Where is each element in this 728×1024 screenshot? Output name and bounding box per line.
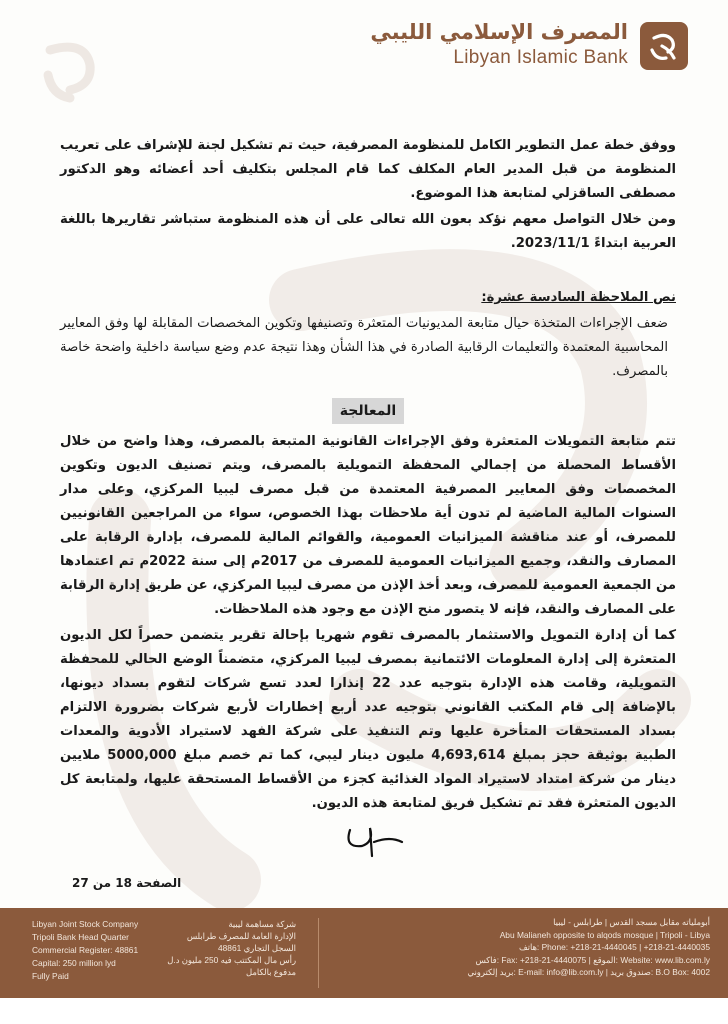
footer-company-ar: [166, 918, 296, 978]
bottom-margin: [0, 998, 728, 1024]
paragraph-finance-department: كما أن إدارة التمويل والاستثمار بالمصرف تقوم شهريا بإحالة تقرير يتضمن حصراً لكل الديون المتعثرة إلى إدارة المعلومات الائتمانية بمصرف ليبيا المركزي، متضمناً الوضع الحالي للمحفظة التمويلية، وقامت هذه الإدارة بتوجيه عدد 22 إنذارا لعدد تسع شركات لتقوم بسداد ديونها، بالإضافة إلى قام المكتب القانوني بتوجيه عدد أربع إخطارات لأربع شركات بضرورة الالتزام بسداد المستحقات المتأخرة عليها وتم التنفيذ على شركة الفهد لاستيراد الأدوية والمعدات الطبية بوثيقة حجز بمبلغ 4,693,614 مليون دينار ليبي، كما تم خصم مبلغ 5000,000 ملايين دينار من شركة امتداد لاستيراد المواد الغذائية كجزء من الأقساط المستحقة عليها، ولمتابعة كل الديون المتعثرة فقد تم تشكيل فريق لمتابعة هذه الديون.: [60, 628, 676, 811]
footer-divider: [318, 918, 319, 988]
footer-company-type-en: Libyan Joint Stock Company: [32, 919, 139, 929]
page-number: الصفحة 18 من 27: [72, 876, 182, 890]
footer-fax-website: Website: www.lib.com.ly :الموقع | Fax: +218-21-4440075 :فاكس: [475, 954, 710, 965]
footer-contact: [350, 916, 710, 979]
footer-box-email: B.O Box: 4002 :صندوق بريد | E-mail: info@lib.com.ly :بريد إلكتروني: [467, 967, 710, 977]
document-body: [60, 134, 676, 816]
letterhead-footer: [0, 908, 728, 998]
footer-capital-ar: رأس مال المكتتب فيه 250 مليون د.ل: [167, 955, 296, 965]
bank-logo: [640, 22, 688, 70]
paragraph-arabization: ووفق خطة عمل التطوير الكامل للمنظومة المصرفية، حيث تم تشكيل لجنة للإشراف على تعريب المنظومة من قبل المدير العام المكلف كما قام المجلس بتكليف أحد أعضائه وهو الدكتور مصطفى الساقزلي لمتابعة هذا الموضوع.: [60, 138, 676, 201]
footer-address-ar: أبوملياته مقابل مسجد القدس | طرابلس - ليبيا: [553, 917, 710, 927]
footer-register-ar: السجل التجاري 48861: [217, 943, 296, 953]
note-sixteen-body: ضعف الإجراءات المتخذة حيال متابعة المديونيات المتعثرة وتصنيفها وتكوين المخصصات المقابلة لها وفق المعايير المحاسبية المعتمدة والتعليمات الرقابية الصادرة في هذا الشأن وهذا نتيجة عدم وضع سياسة داخلية واضحة خاصة بالمصرف.: [60, 316, 668, 379]
bank-name-arabic: المصرف الإسلامي الليبي: [370, 20, 628, 44]
footer-capital-en: Capital: 250 million lyd: [32, 958, 116, 968]
paragraph-arabic-reports: ومن خلال التواصل معهم نؤكد بعون الله تعالى على أن هذه المنظومة ستباشر تقاريرها باللغة العربية ابتداءً 2023/11/1.: [60, 212, 676, 251]
footer-paid-en: Fully Paid: [32, 971, 69, 981]
footer-hq-en: Tripoli Bank Head Quarter: [32, 932, 129, 942]
treatment-heading: المعالجة: [332, 398, 404, 424]
bank-emblem-icon: [640, 22, 688, 70]
footer-address-en: Abu Malianeh opposite to alqods mosque | Tripoli - Libya: [499, 929, 710, 940]
note-sixteen-title: نص الملاحظة السادسة عشرة:: [481, 290, 676, 305]
footer-hq-ar: الإدارة العامة للمصرف طرابلس: [186, 931, 296, 941]
corner-logo-icon: [30, 30, 110, 110]
footer-company-type-ar: شركة مساهمة ليبية: [228, 919, 296, 929]
footer-phone: Phone: +218-21-4440045 | +218-21-4440035 :هاتف: [518, 942, 710, 952]
footer-company-en: [32, 918, 138, 983]
bank-name-english: Libyan Islamic Bank: [453, 47, 628, 68]
treatment-heading-wrap: [60, 398, 676, 424]
footer-register-en: Commercial Register: 48861: [32, 945, 139, 955]
footer-paid-ar: مدفوع بالكامل: [246, 967, 296, 977]
signature-icon: [340, 812, 420, 860]
paragraph-follow-up: تتم متابعة التمويلات المتعثرة وفق الإجراءات القانونية المتبعة بالمصرف، وهذا واضح من خلال الأقساط المحصلة من إجمالي المحفظة التمويلية بالمصرف، ويتم تصنيف الديون وتكوين المخصصات وفق المعايير المصرفية المعتمدة من قبل مصرف ليبيا المركزي، وعلى مدار السنوات المالية الماضية لم تدون أية ملاحظات بهذا الخصوص، سواء من المراجعين القانونيين للمصرف، أو عند مناقشة الميزانيات العمومية، والقوائم المالية للمصرف، بإدارة الرقابة على المصارف والنقد، وجميع الميزانيات العمومية للمصرف من 2017م إلى سنة 2022م تم اعتمادها من الجمعية العمومية للمصرف، وبعد أخذ الإذن من مصرف ليبيا المركزي، عن طريق إدارة الرقابة على المصارف والنقد، فإنه لا يتصور منح الإذن مع وجود هذه الملاحظات.: [60, 434, 676, 617]
